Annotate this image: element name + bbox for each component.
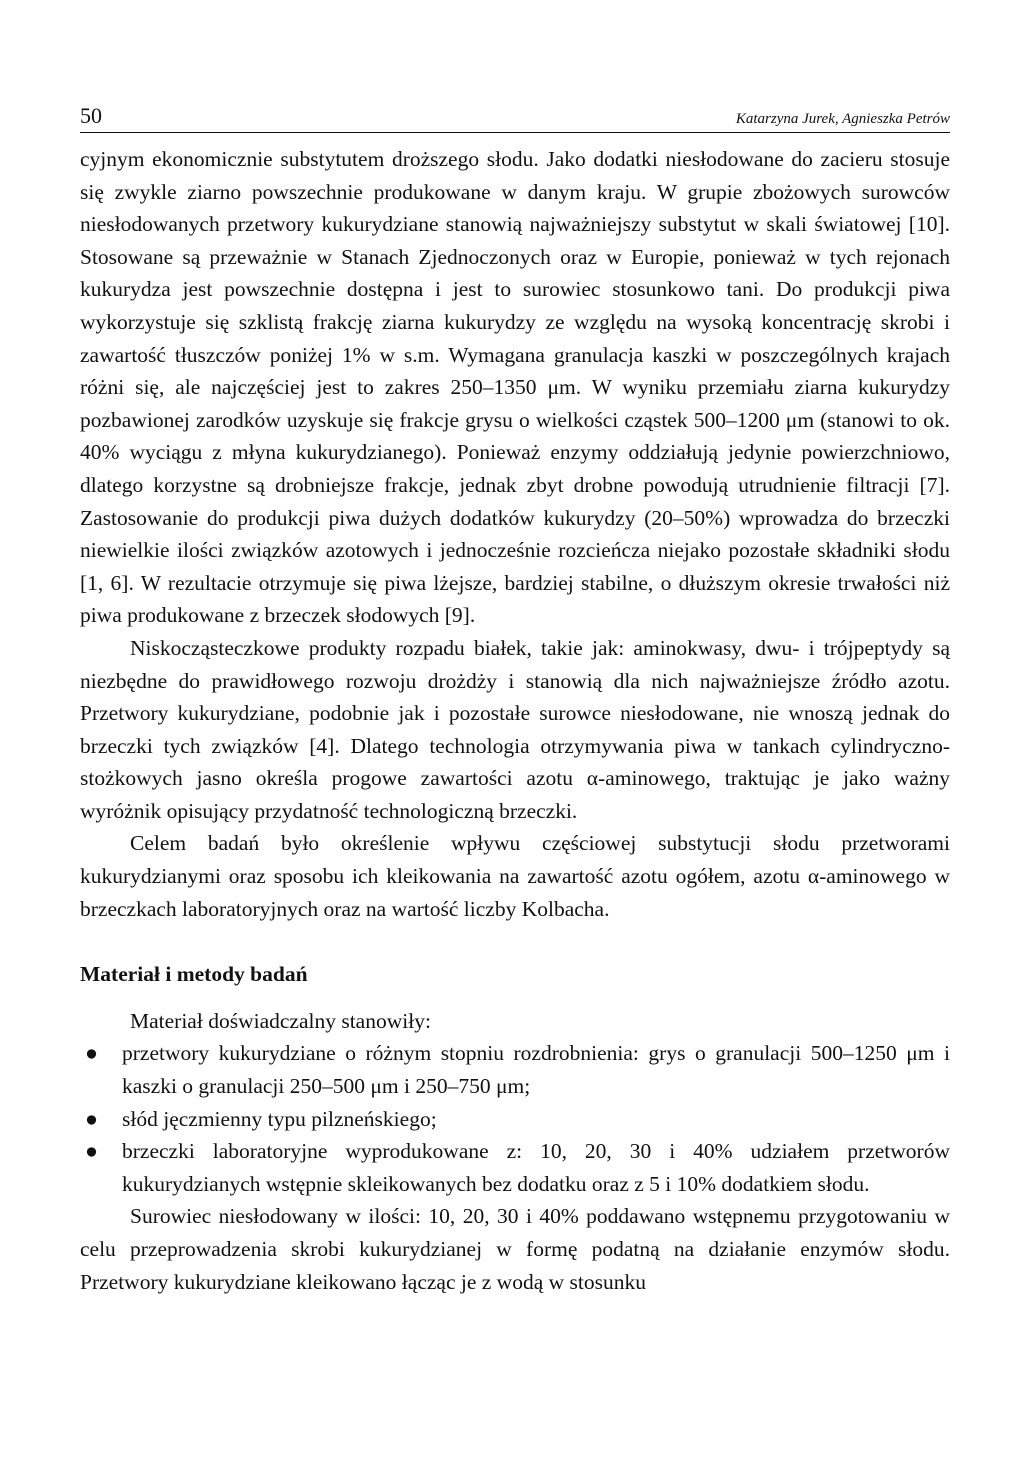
materials-intro: Materiał doświadczalny stanowiły: — [130, 1008, 431, 1033]
list-item — [80, 1103, 950, 1136]
running-header — [80, 92, 950, 133]
bullet-icon: ● — [85, 1041, 98, 1066]
list-item — [80, 1135, 950, 1200]
list-item-text: przetwory kukurydziane o różnym stopniu rozdrobnienia: grys o granulacji 500–1250 μm i kaszki o granulacji 250–500 μm i 250–750 μm; — [122, 1041, 950, 1099]
paragraph-aim: Celem badań było określenie wpływu częściowej substytucji słodu przetworami kukurydzianymi oraz sposobu ich kleikowania na zawartość azotu ogółem, azotu α-aminowego w brzeczkach laboratoryjnych oraz na wartość liczby Kolbacha. — [80, 831, 950, 921]
materials-list — [80, 1037, 950, 1200]
document-page — [80, 92, 950, 1298]
bullet-icon: ● — [85, 1139, 98, 1164]
paragraph-proteins: Niskocząsteczkowe produkty rozpadu białek, takie jak: aminokwasy, dwu- i trójpeptydy są niezbędne do prawidłowego rozwoju drożdży i stanowią dla nich najważniejsze źródło azotu. Przetwory kukurydziane, podobnie jak i pozostałe surowce niesłodowane, nie wnoszą jednak do brzeczki tych związków [4]. Dlatego technologia otrzymywania piwa w tankach cylindryczno-stożkowych jasno określa progowe zawartości azotu α-aminowego, traktując je jako ważny wyróżnik opisujący przydatność technologiczną brzeczki. — [80, 635, 950, 823]
body-text — [80, 143, 950, 1298]
running-header-authors: Katarzyna Jurek, Agnieszka Petrów — [735, 111, 950, 127]
list-item-text: słód jęczmienny typu pilzneńskiego; — [122, 1106, 437, 1131]
list-item — [80, 1037, 950, 1102]
list-item-text: brzeczki laboratoryjne wyprodukowane z: 10, 20, 30 i 40% udziałem przetworów kukurydzianych wstępnie skleikowanych bez dodatku oraz z 5 i 10% dodatkiem słodu. — [122, 1139, 950, 1196]
bullet-icon: ● — [85, 1106, 98, 1131]
paragraph-continuation: cyjnym ekonomicznie substytutem droższego słodu. Jako dodatki niesłodowane do zacieru stosuje się zwykle ziarno powszechnie produkowane w danym kraju. W grupie zbożowych surowców niesłodowanych przetwory kukurydziane stanowią najważniejszy substytut w skali światowej [10]. Stosowane są przeważnie w Stanach Zjednoczonych oraz w Europie, ponieważ w tych rejonach kukurydza jest powszechnie dostępna i jest to surowiec stosunkowo tani. Do produkcji piwa wykorzystuje się szklistą frakcję ziarna kukurydzy ze względu na wysoką koncentrację skrobi i zawartość tłuszczów poniżej 1% w s.m. Wymagana granulacja kaszki w poszczególnych krajach różni się, ale najczęściej jest to zakres 250–1350 μm. W wyniku przemiału ziarna kukurydzy pozbawionej zarodków uzyskuje się frakcje grysu o wielkości cząstek 500–1200 μm (stanowi to ok. 40% wyciągu z młyna kukurydzianego). Ponieważ enzymy oddziałują jedynie powierzchniowo, dlatego korzystne są drobniejsze frakcje, jednak zbyt drobne powodują utrudnienie filtracji [7]. Zastosowanie do produkcji piwa dużych dodatków kukurydzy (20–50%) wprowadza do brzeczki niewielkie ilości związków azotowych i jednocześnie rozcieńcza niejako pozostałe składniki słodu [1, 6]. W rezultacie otrzymuje się piwa lżejsze, bardziej stabilne, o dłuższym okresie trwałości niż piwa produkowane z brzeczek słodowych [9]. — [80, 147, 950, 628]
paragraph-preparation: Surowiec niesłodowany w ilości: 10, 20, 30 i 40% poddawano wstępnemu przygotowaniu w celu przeprowadzenia skrobi kukurydzianej w formę podatną na działanie enzymów słodu. Przetwory kukurydziane kleikowano łącząc je z wodą w stosunku — [80, 1204, 950, 1294]
section-heading-materials-methods: Materiał i metody badań — [80, 962, 308, 987]
page-number: 50 — [80, 103, 102, 128]
